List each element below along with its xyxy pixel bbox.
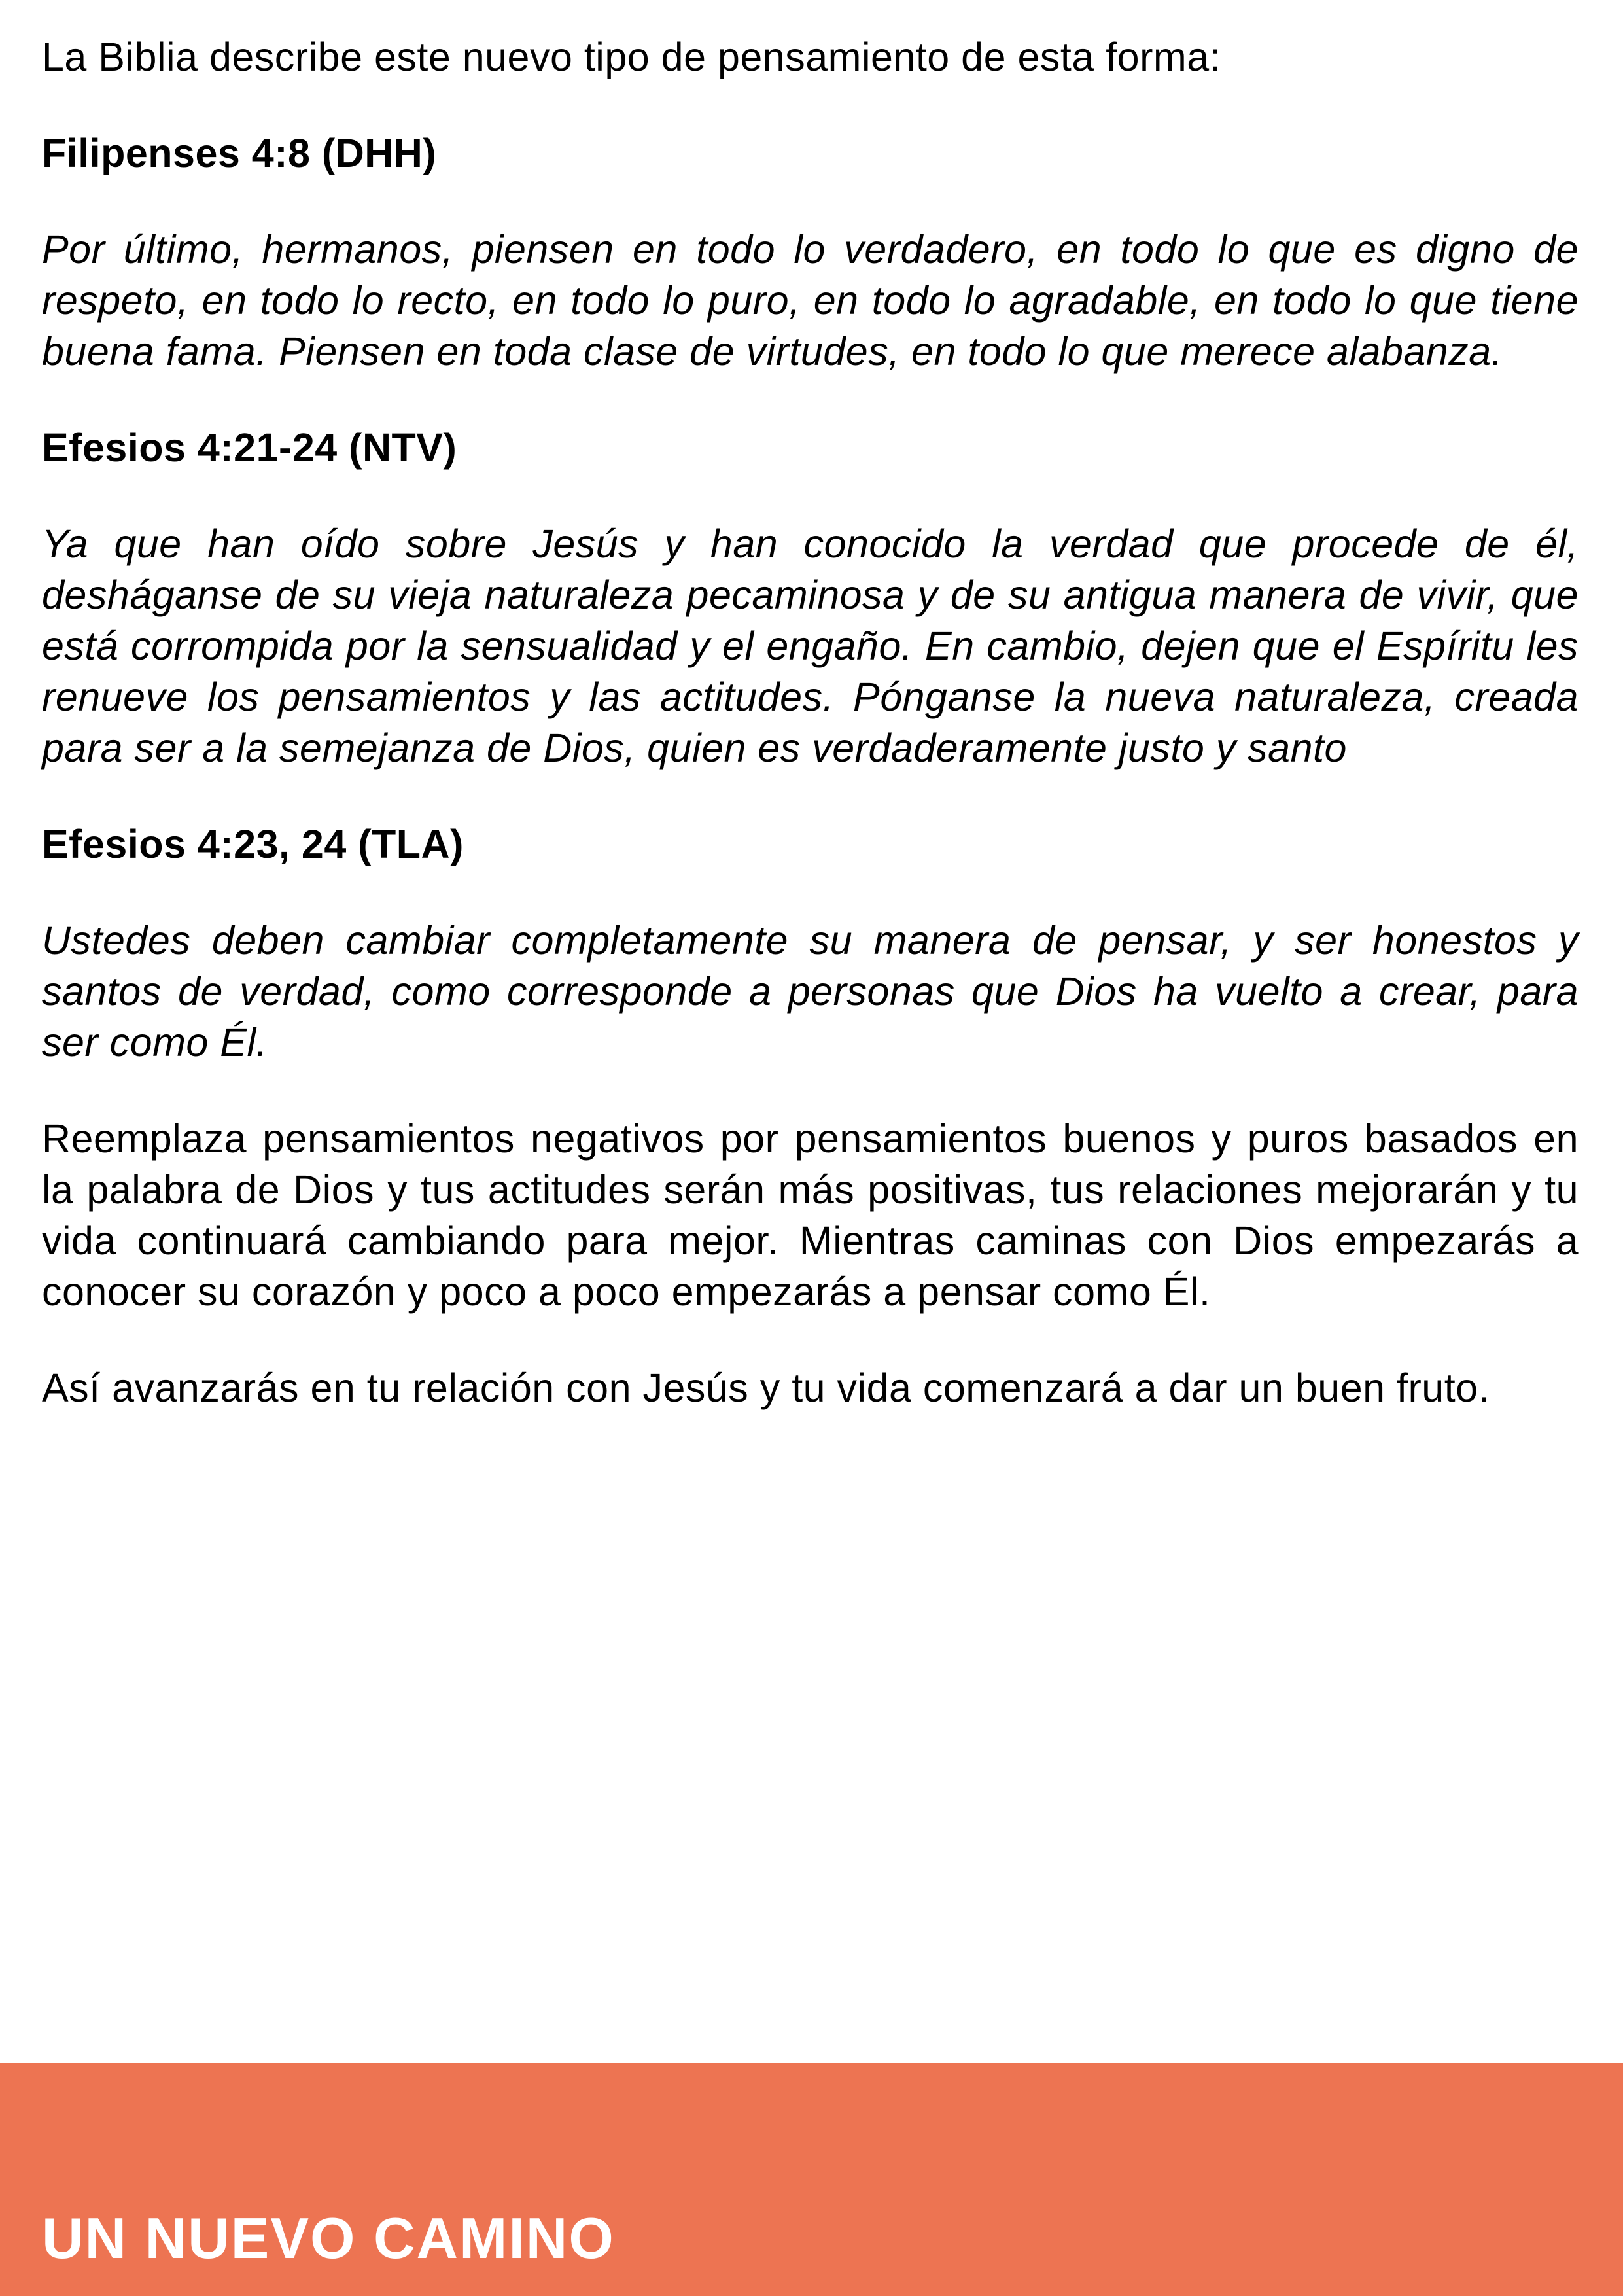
footer-title: UN NUEVO CAMINO <box>42 2206 615 2270</box>
scripture-quote-efesios-ntv: Ya que han oído sobre Jesús y han conocido la verdad que procede de él, desháganse de su vieja naturaleza pecaminosa y de su antigua manera de vivir, que está corrompida por la sensualidad y el engaño. En cambio, dejen que el Espíritu les renueve los pensamientos y las actitudes. Pónganse la nueva naturaleza, creada para ser a la semejanza de Dios, quien es verdaderamente justo y santo <box>42 521 1579 770</box>
scripture-quote-filipenses: Por último, hermanos, piensen en todo lo verdadero, en todo lo que es digno de respeto, en todo lo recto, en todo lo puro, en todo lo agradable, en todo lo que tiene buena fama. Piensen en toda clase de virtudes, en todo lo que merece alabanza. <box>42 227 1579 374</box>
scripture-quote-efesios-tla: Ustedes deben cambiar completamente su manera de pensar, y ser honestos y santos de verdad, como corresponde a personas que Dios ha vuelto a crear, para ser como Él. <box>42 918 1579 1065</box>
scripture-heading-efesios-ntv: Efesios 4:21-24 (NTV) <box>42 425 457 470</box>
body-paragraph-reemplaza: Reemplaza pensamientos negativos por pensamientos buenos y puros basados en la palabra de Dios y tus actitudes serán más positivas, tus relaciones mejorarán y tu vida continuará cambiando para mejor. Mientras caminas con Dios empezarás a conocer su corazón y poco a poco empezarás a pensar como Él. <box>42 1116 1579 1314</box>
footer-banner <box>0 2063 1623 2296</box>
scripture-heading-filipenses: Filipenses 4:8 (DHH) <box>42 131 437 175</box>
scripture-heading-efesios-tla: Efesios 4:23, 24 (TLA) <box>42 822 464 866</box>
body-paragraph-asi-avanzaras: Así avanzarás en tu relación con Jesús y tu vida comenzará a dar un buen fruto. <box>42 1366 1490 1410</box>
intro-paragraph: La Biblia describe este nuevo tipo de pensamiento de esta forma: <box>42 35 1221 79</box>
